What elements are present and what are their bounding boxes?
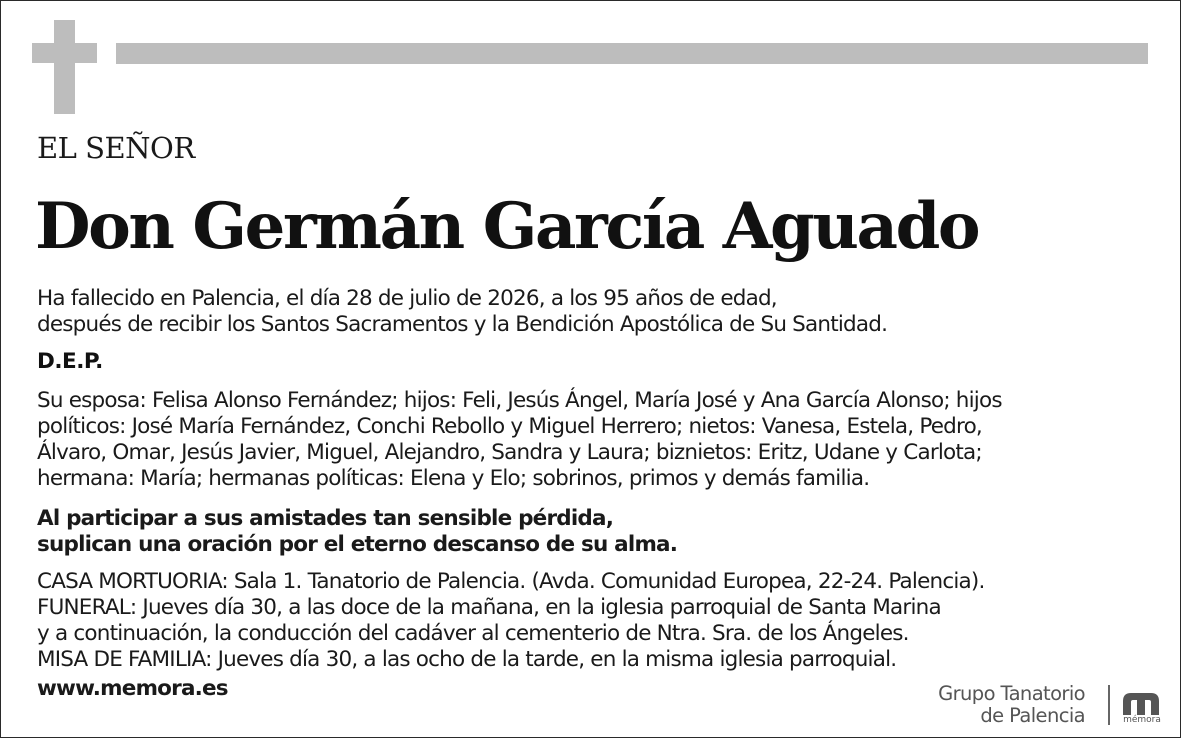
deceased-name: Don Germán García Aguado: [35, 189, 979, 264]
detail-line: y a continuación, la conducción del cadáver al cementerio de Ntra. Sra. de los Ángeles.: [37, 621, 909, 646]
detail-line: CASA MORTUORIA: Sala 1. Tanatorio de Palencia. (Avda. Comunidad Europea, 22-24. Palencia).: [37, 569, 985, 594]
logo-line2: de Palencia: [980, 704, 1085, 727]
prayer-line: suplican una oración por el eterno descanso de su alma.: [37, 532, 678, 557]
logo-text: [938, 683, 1085, 727]
cross-icon: [32, 20, 97, 114]
detail-line: MISA DE FAMILIA: Jueves día 30, a las ocho de la tarde, en la misma iglesia parroquial.: [37, 647, 897, 672]
logo-divider: [1108, 685, 1110, 725]
service-details: [37, 569, 985, 673]
header-rule: [116, 43, 1148, 64]
prayer-line: Al participar a sus amistades tan sensible pérdida,: [37, 506, 614, 531]
logo-brand: mémora: [1123, 715, 1161, 725]
family-line: Su esposa: Felisa Alonso Fernández; hijos: Feli, Jesús Ángel, María José y Ana García Alonso; hijos: [37, 388, 1002, 413]
detail-line: FUNERAL: Jueves día 30, a las doce de la mañana, en la iglesia parroquial de Santa Marina: [37, 595, 941, 620]
family-line: Álvaro, Omar, Jesús Javier, Miguel, Alejandro, Sandra y Laura; biznietos: Eritz, Udane y Carlota;: [37, 440, 982, 465]
logo-line1: Grupo Tanatorio: [938, 682, 1085, 705]
family-line: hermana: María; hermanas políticas: Elena y Elo; sobrinos, primos y demás familia.: [37, 466, 870, 491]
tanatorio-logo: [901, 683, 1171, 727]
prayer-request: [37, 506, 677, 558]
family-list: [37, 388, 1002, 492]
announcement-line: Ha fallecido en Palencia, el día 28 de julio de 2026, a los 95 años de edad,: [37, 286, 777, 311]
honorific: EL SEÑOR: [37, 131, 195, 165]
announcement-line: después de recibir los Santos Sacramentos y la Bendición Apostólica de Su Santidad.: [37, 312, 888, 337]
announcement: [37, 286, 887, 338]
website-link[interactable]: www.memora.es: [37, 676, 228, 701]
family-line: políticos: José María Fernández, Conchi Rebollo y Miguel Herrero; nietos: Vanesa, Estela, Pedro,: [37, 414, 982, 439]
rip-label: D.E.P.: [37, 349, 103, 374]
